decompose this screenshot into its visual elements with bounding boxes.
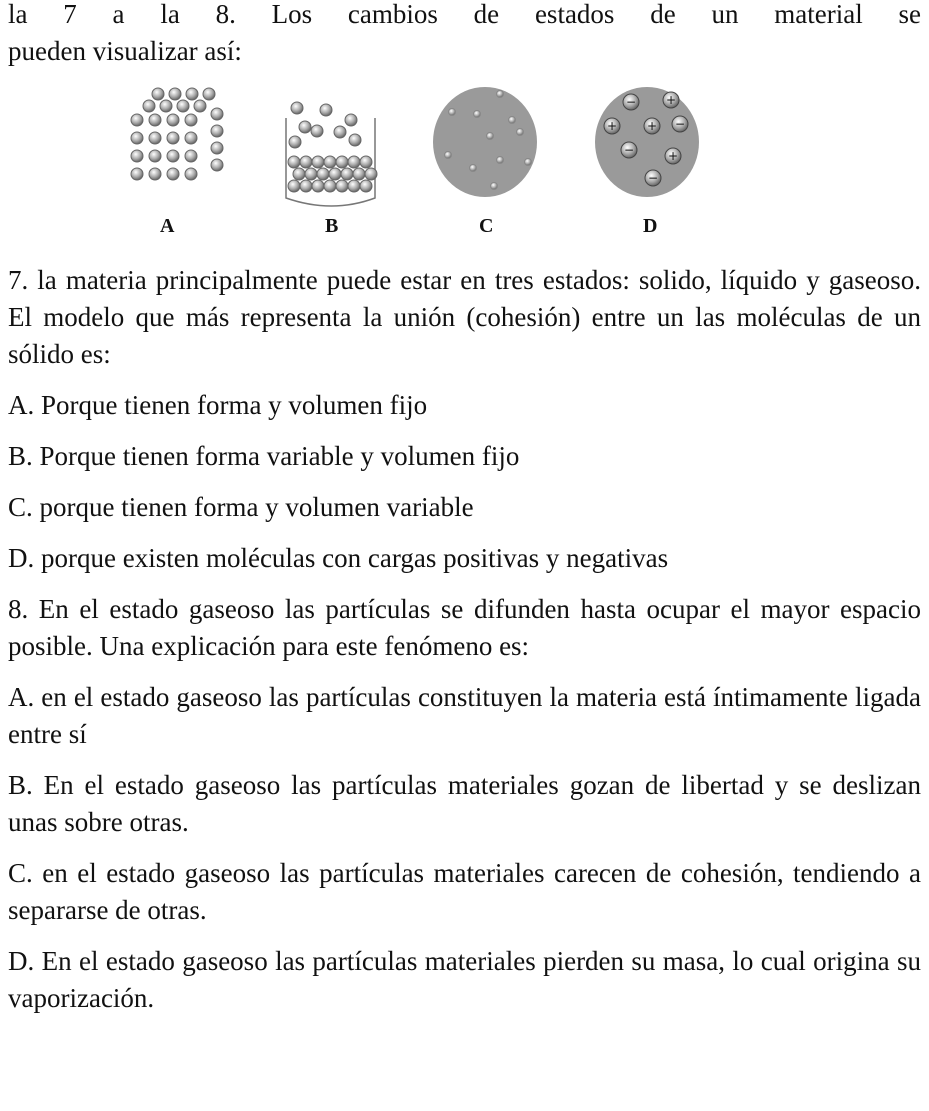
particle [203,88,215,100]
figure-label-a: A [160,215,175,237]
particle [360,180,372,192]
particle [305,168,317,180]
q8-option-b[interactable]: B. En el estado gaseoso las partículas materiales gozan de libertad y se deslizan unas sobre otras. [8,770,921,837]
particle [149,150,161,162]
particle [348,156,360,168]
negative-charge-icon: − [623,143,635,157]
particle [509,117,516,124]
particle [160,100,172,112]
particle [288,180,300,192]
particle [185,132,197,144]
particle [167,150,179,162]
question-8-stem: 8. En el estado gaseoso las partículas se difunden hasta ocupar el mayor espacio posible. Una explicación para este fenómeno es: [8,594,921,661]
particle-models-diagram [110,80,710,210]
particle [336,156,348,168]
particle [169,88,181,100]
negative-charge-icon: − [625,95,637,109]
question-7-stem: 7. la materia principalmente puede estar en tres estados: solido, líquido y gaseoso. El modelo que más representa la unión (cohesión) entre un las moléculas de un sólido es: [8,265,921,369]
particle [349,134,361,146]
solid-model [131,88,223,180]
particle [324,180,336,192]
particle [445,152,452,159]
particle [149,114,161,126]
particle [131,132,143,144]
q7-option-a[interactable]: A. Porque tienen forma y volumen fijo [8,390,428,420]
states-of-matter-figure [110,80,710,250]
particle [525,159,532,166]
intro-line-1: la 7 a la 8. Los cambios de estados de un material se [8,0,921,29]
particle [211,108,223,120]
particle [291,102,303,114]
liquid-model [286,102,377,206]
particle [293,168,305,180]
positive-charge-icon: + [667,149,679,163]
positive-charge-icon: + [606,119,618,133]
particle [185,150,197,162]
particle [211,125,223,137]
particle [348,180,360,192]
intro-line-2: pueden visualizar así: [8,36,242,66]
particle [317,168,329,180]
particle [149,168,161,180]
particle [497,91,504,98]
particle [185,168,197,180]
particle [312,180,324,192]
figure-label-d: D [643,215,658,237]
figure-label-c: C [479,215,494,237]
particle [211,159,223,171]
particle [177,100,189,112]
particle [131,150,143,162]
particle [329,168,341,180]
particle [289,136,301,148]
particle [320,104,332,116]
gas-model [433,87,537,197]
particle [149,132,161,144]
particle [360,156,372,168]
q7-option-c[interactable]: C. porque tienen forma y volumen variable [8,492,474,522]
particle [152,88,164,100]
particle [194,100,206,112]
particle [341,168,353,180]
particle [497,157,504,164]
particle [143,100,155,112]
particle [167,114,179,126]
particle [353,168,365,180]
particle [300,156,312,168]
particle [299,121,311,133]
negative-charge-icon: − [674,117,686,131]
particle [185,114,197,126]
particle [312,156,324,168]
positive-charge-icon: + [665,93,677,107]
particle [470,165,477,172]
particle [487,133,494,140]
particle [211,142,223,154]
particle [365,168,377,180]
particle [449,109,456,116]
particle [131,114,143,126]
particle [300,180,312,192]
particle [324,156,336,168]
particle [517,129,524,136]
particle [311,125,323,137]
particle [345,114,357,126]
particle [186,88,198,100]
figure-label-b: B [325,215,339,237]
q7-option-d[interactable]: D. porque existen moléculas con cargas positivas y negativas [8,543,669,573]
q8-option-d[interactable]: D. En el estado gaseoso las partículas materiales pierden su masa, lo cual origina su vaporización. [8,946,921,1013]
q8-option-a[interactable]: A. en el estado gaseoso las partículas constituyen la materia está íntimamente ligada entre sí [8,682,921,749]
particle [491,183,498,190]
particle [474,111,481,118]
ionic-model [595,87,699,197]
particle [167,132,179,144]
particle [336,180,348,192]
q8-option-c[interactable]: C. en el estado gaseoso las partículas materiales carecen de cohesión, tendiendo a separarse de otras. [8,858,921,925]
positive-charge-icon: + [646,119,658,133]
particle [334,126,346,138]
q7-option-b[interactable]: B. Porque tienen forma variable y volumen fijo [8,441,520,471]
intro [8,0,921,70]
particle [131,168,143,180]
particle [288,156,300,168]
negative-charge-icon: − [647,171,659,185]
particle [167,168,179,180]
